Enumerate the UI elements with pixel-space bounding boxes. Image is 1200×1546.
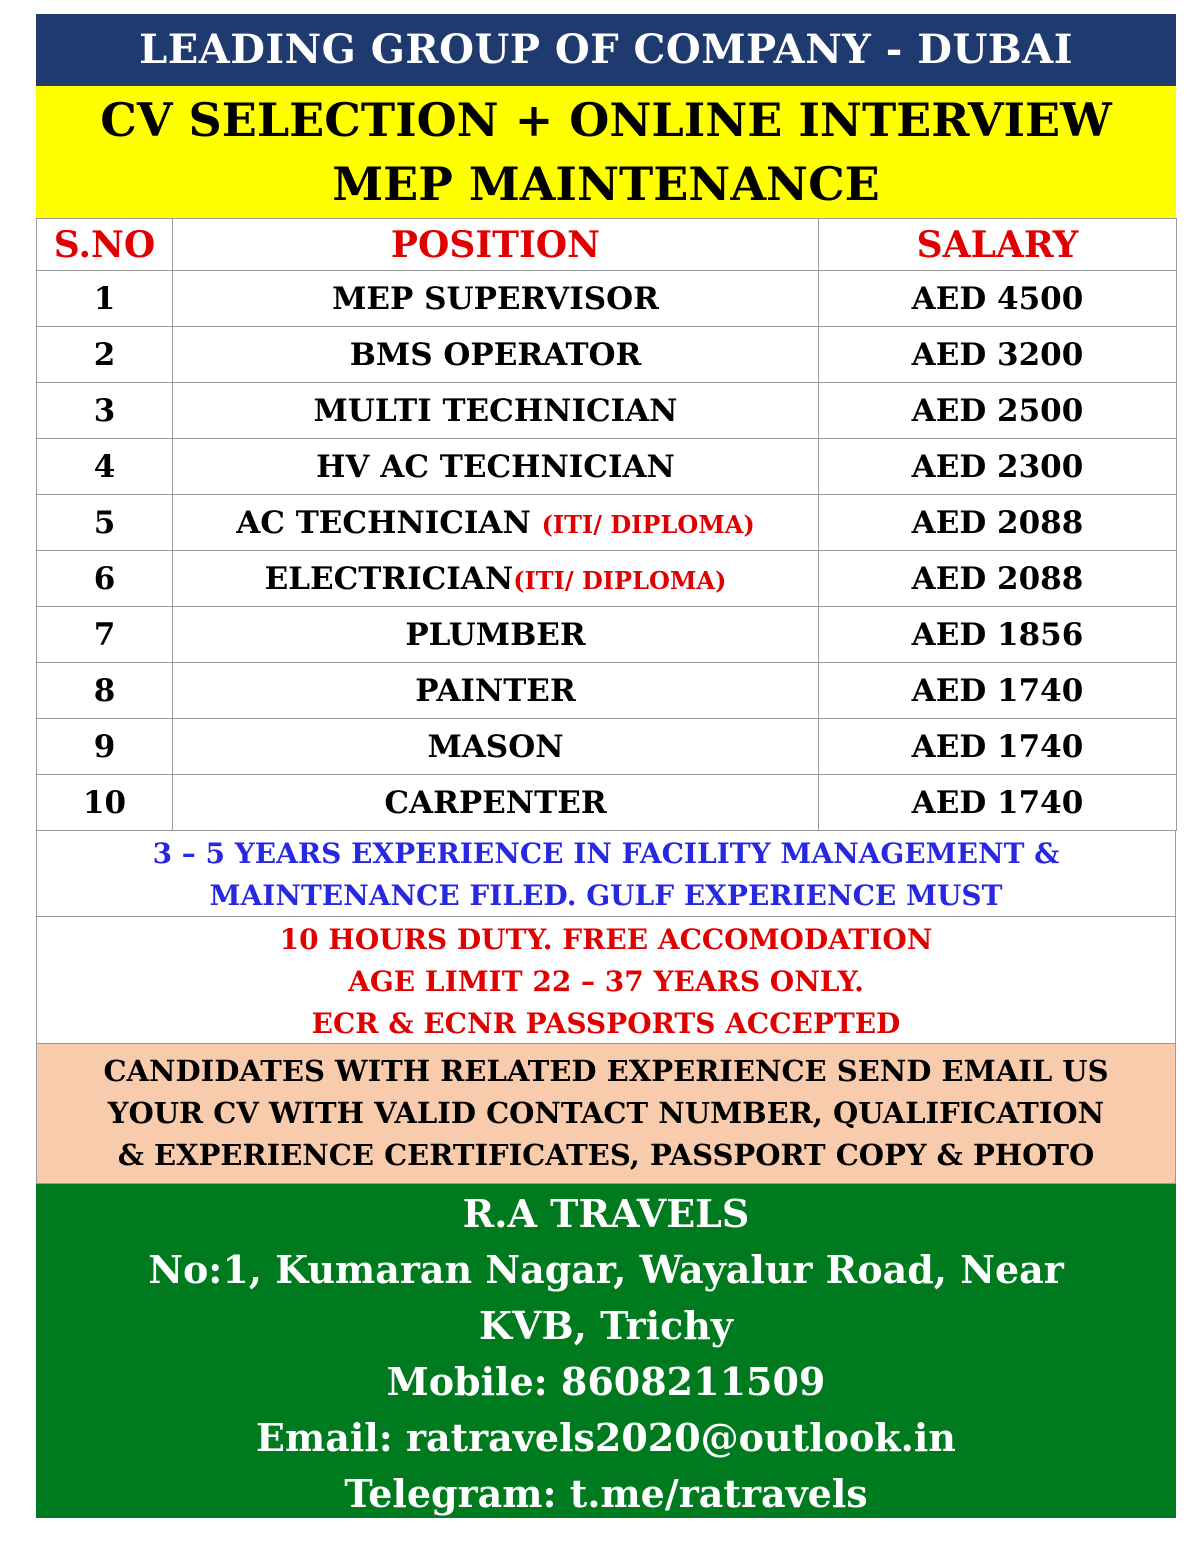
conditions-line-2: AGE LIMIT 22 – 37 YEARS ONLY. (348, 965, 864, 998)
row-sno: 3 (37, 383, 173, 439)
table-row (37, 663, 1177, 719)
table-row (37, 607, 1177, 663)
experience-box (36, 831, 1176, 917)
row-position (173, 775, 819, 831)
row-position (173, 383, 819, 439)
row-salary: AED 2300 (819, 439, 1177, 495)
row-sno: 9 (37, 719, 173, 775)
position-name: ELECTRICIAN (264, 560, 514, 597)
table-row (37, 327, 1177, 383)
subtitle-banner (36, 86, 1176, 218)
row-salary: AED 1740 (819, 775, 1177, 831)
table-header-row (37, 219, 1177, 271)
address-line-2: KVB, Trichy (479, 1303, 733, 1348)
position-name: AC TECHNICIAN (236, 504, 542, 541)
row-salary: AED 1740 (819, 663, 1177, 719)
row-salary: AED 1856 (819, 607, 1177, 663)
row-salary: AED 3200 (819, 327, 1177, 383)
conditions-line-1: 10 HOURS DUTY. FREE ACCOMODATION (279, 923, 933, 956)
instructions-line-2: YOUR CV WITH VALID CONTACT NUMBER, QUALIFICATION (107, 1096, 1105, 1130)
row-position (173, 495, 819, 551)
table-row (37, 551, 1177, 607)
row-position (173, 439, 819, 495)
contact-box (36, 1184, 1176, 1518)
position-name: PAINTER (415, 672, 576, 709)
row-salary: AED 2088 (819, 495, 1177, 551)
mobile-number: Mobile: 8608211509 (386, 1359, 826, 1404)
telegram-link: Telegram: t.me/ratravels (344, 1471, 868, 1516)
header-sno: S.NO (37, 219, 173, 271)
subtitle-line-1: CV SELECTION + ONLINE INTERVIEW (100, 93, 1112, 147)
row-salary: AED 2088 (819, 551, 1177, 607)
position-name: CARPENTER (384, 784, 607, 821)
row-position (173, 327, 819, 383)
table-row (37, 495, 1177, 551)
table-row (37, 775, 1177, 831)
experience-line-1: 3 – 5 YEARS EXPERIENCE IN FACILITY MANAGEMENT & (152, 837, 1060, 870)
header-position: POSITION (173, 219, 819, 271)
position-name: PLUMBER (405, 616, 586, 653)
row-position (173, 663, 819, 719)
table-row (37, 719, 1177, 775)
address-line-1: No:1, Kumaran Nagar, Wayalur Road, Near (148, 1247, 1064, 1292)
position-qualification: (ITI/ DIPLOMA) (541, 509, 755, 539)
row-position (173, 551, 819, 607)
position-name: HV AC TECHNICIAN (316, 448, 675, 485)
row-salary: AED 2500 (819, 383, 1177, 439)
subtitle-line-2: MEP MAINTENANCE (332, 157, 880, 211)
position-name: MASON (427, 728, 564, 765)
row-sno: 8 (37, 663, 173, 719)
row-sno: 5 (37, 495, 173, 551)
header-salary: SALARY (819, 219, 1177, 271)
table-row (37, 271, 1177, 327)
conditions-box (36, 917, 1176, 1044)
instructions-box (36, 1044, 1176, 1184)
instructions-line-3: & EXPERIENCE CERTIFICATES, PASSPORT COPY & PHOTO (117, 1138, 1095, 1172)
page-title: LEADING GROUP OF COMPANY - DUBAI (139, 26, 1073, 73)
positions-table (36, 218, 1177, 831)
row-sno: 2 (37, 327, 173, 383)
position-name: MEP SUPERVISOR (332, 280, 659, 317)
table-row (37, 439, 1177, 495)
conditions-line-3: ECR & ECNR PASSPORTS ACCEPTED (311, 1007, 901, 1040)
row-sno: 10 (37, 775, 173, 831)
row-sno: 7 (37, 607, 173, 663)
position-qualification: (ITI/ DIPLOMA) (513, 565, 727, 595)
agency-name: R.A TRAVELS (462, 1191, 750, 1236)
row-salary: AED 4500 (819, 271, 1177, 327)
instructions-line-1: CANDIDATES WITH RELATED EXPERIENCE SEND EMAIL US (103, 1054, 1109, 1088)
row-position (173, 719, 819, 775)
job-poster (36, 14, 1176, 1518)
position-name: BMS OPERATOR (349, 336, 642, 373)
email-address: Email: ratravels2020@outlook.in (256, 1415, 956, 1460)
position-name: MULTI TECHNICIAN (313, 392, 678, 429)
experience-line-2: MAINTENANCE FILED. GULF EXPERIENCE MUST (209, 879, 1003, 912)
row-position (173, 607, 819, 663)
title-banner (36, 14, 1176, 86)
row-position (173, 271, 819, 327)
row-sno: 6 (37, 551, 173, 607)
table-row (37, 383, 1177, 439)
row-salary: AED 1740 (819, 719, 1177, 775)
row-sno: 1 (37, 271, 173, 327)
row-sno: 4 (37, 439, 173, 495)
